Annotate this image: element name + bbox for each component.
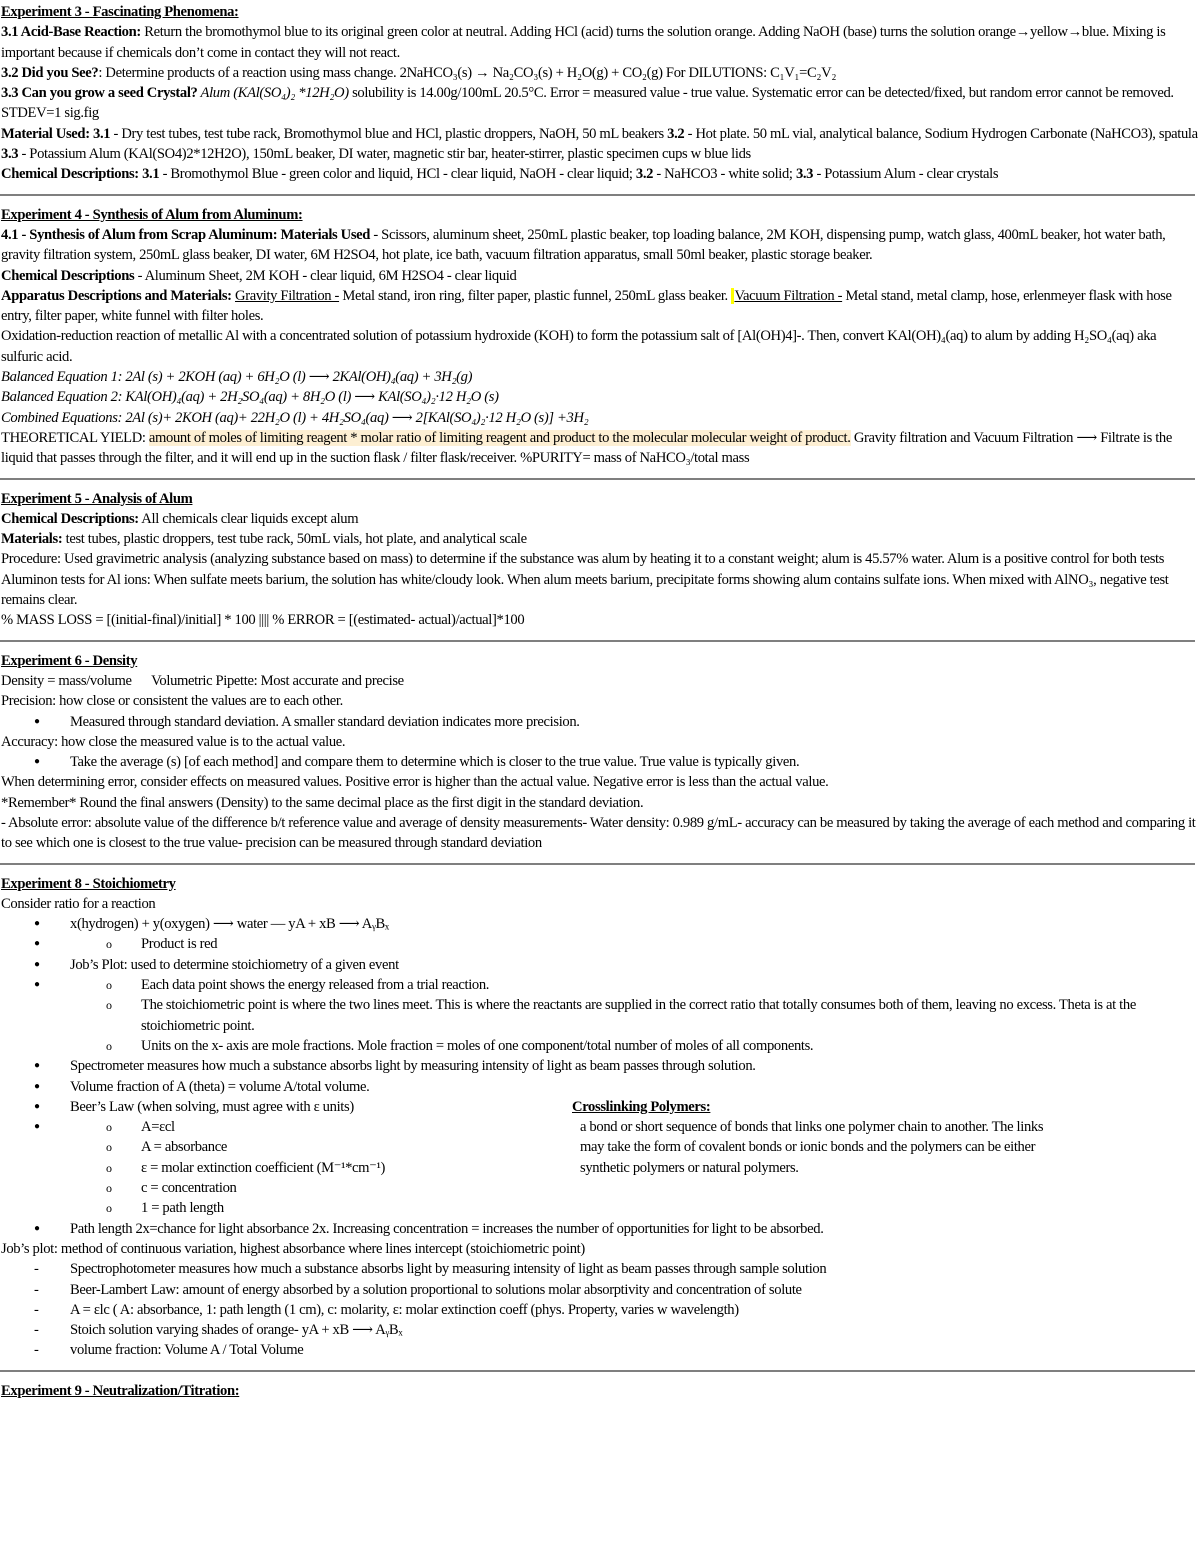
list-item: ● Beer’s Law (when solving, must agree with ε units) [0,1097,1200,1117]
synthesis-text: - Scissors, aluminum sheet, 250mL plastic beaker, top loading balance, 2M KOH, dispensing pump, watch glass, 400mL beaker, hot water bath, gravity filtration system, 250mL glass beaker, DI water, 6M H2SO4, hot plate, ice bath, vacuum filtration apparatus, small 50ml beaker, plastic storage beaker. [1,226,1166,264]
exp5-chem-text: All chemicals clear liquids except alum [138,510,359,527]
dash-list [0,1259,1200,1360]
experiment-8-title: Experiment 8 - Stoichiometry [1,875,176,892]
gravity-filtration-text: Metal stand, iron ring, filter paper, plastic funnel, 250mL glass beaker. [339,287,732,304]
experiment-6-section [0,651,1200,854]
seed-crystal-paragraph [0,83,1200,124]
mass-loss-formula: % MASS LOSS = [(initial-final)/initial] * 100 |||| % ERROR = [(estimated- actual)/actual]*100 [1,612,525,629]
list-item: - volume fraction: Volume A / Total Volume [0,1340,1200,1360]
materials-3-2: - Hot plate. 50 mL vial, analytical balance, Sodium Hydrogen Carbonate (NaHCO3), spatula [684,125,1198,142]
chem-3-2: - NaHCO3 - white solid; [653,166,796,183]
list-item: ● Path length 2x=chance for light absorbance 2x. Increasing concentration = increases the number of opportunities for light to be absorbed. [0,1219,1200,1239]
list-item: ● Spectrometer measures how much a substance absorbs light by measuring intensity of light as beam passes through solution. [0,1056,1200,1076]
list-item: o ● Each data point shows the energy released from a trial reaction. [0,975,1200,995]
seed-crystal-text: solubility is 14.00g/100mL 20.5°C. Error = measured value - true value. Systematic error can be detected/fixed, but random error cannot be removed. STDEV=1 sig.fig [1,85,1174,122]
exp4-chem-label: Chemical Descriptions [1,267,135,284]
materials-3-2-label: 3.2 [667,125,685,142]
exp5-materials-text: test tubes, plastic droppers, test tube rack, 50mL vials, hot plate, and analytical scale [62,531,527,548]
materials-3-1: - Dry test tubes, test tube rack, Bromothymol blue and HCl, plastic droppers, NaOH, 50 mL beakers [110,125,668,142]
crosslinking-title: Crosslinking Polymers: [572,1098,711,1115]
list-item: ● Volume fraction of A (theta) = volume A/total volume. [0,1077,1200,1097]
absolute-error-line: - Absolute error: absolute value of the difference b/t reference value and average of density measurements- Water density: 0.989 g/mL- accuracy can be measured by taking the average of each method and comparing it to see which one is closest to the true value- precision can be measured through standard deviation [1,814,1196,852]
section-divider [0,1370,1195,1372]
crosslinking-polymers-box [572,1097,1052,1178]
acid-base-text: Return the bromothymol blue to its original green color at neutral. Adding HCl (acid) turns the solution orange. Adding NaOH (base) turns the solution orange→yellow→blue. Mixing is important because if chemicals don’t come in contact they will not react. [1,24,1166,61]
seed-crystal-label: 3.3 Can you grow a seed Crystal? [1,85,198,102]
vacuum-filtration-label: Vacuum Filtration - [734,287,843,304]
experiment-8-section [0,874,1200,1361]
list-item: - Beer-Lambert Law: amount of energy absorbed by a solution proportional to solutions molar absorptivity and concentration of solute [0,1280,1200,1300]
list-item: - Spectrophotometer measures how much a substance absorbs light by measuring intensity of light as beam passes through sample solution [0,1259,1200,1279]
theoretical-yield-paragraph [0,428,1200,469]
stoich-list [0,914,1200,1097]
chemical-descriptions-label: Chemical Descriptions: 3.1 [1,166,160,183]
acid-base-label: 3.1 Acid-Base Reaction: [1,24,141,41]
apparatus-paragraph [0,286,1200,327]
sub-list [0,975,1200,1056]
section-divider [0,863,1195,865]
experiment-3-section [0,2,1200,185]
beers-law-block [0,1097,1200,1239]
accuracy-line: Accuracy: how close the measured value is to the actual value. [1,733,346,750]
list-item-nested [0,975,1200,1056]
chem-3-1: - Bromothymol Blue - green color and liquid, HCl - clear liquid, NaOH - clear liquid; [159,166,636,183]
chem-3-3-label: 3.3 [795,166,814,183]
experiment-6-title: Experiment 6 - Density [1,652,138,669]
list-item: - Stoich solution varying shades of orange- yA + xB ⟶ AᵧBₓ [0,1320,1200,1340]
filtration-text: Gravity filtration and Vacuum Filtration ⟶ Filtrate is the liquid that passes through the filter, and it will end up in the suction flask / filter flask/receiver. %PURITY= mass of NaHCO₃/total mass [1,429,1172,467]
jobs-plot-line: Job’s plot: method of continuous variation, highest absorbance where lines intercept (stoichiometric point) [1,1240,585,1257]
chem-3-2-label: 3.2 [635,166,654,183]
list-item: o ε = molar extinction coefficient (M⁻¹*cm⁻¹) [0,1158,1200,1178]
experiment-3-title: Experiment 3 - Fascinating Phenomena: [1,4,239,20]
list-item: o The stoichiometric point is where the two lines meet. This is where the reactants are supplied in the correct ratio that totally consumes both of them, leaving no excess. Theta is at the stoichiometric point. [0,995,1200,1036]
list-item: o c = concentration [0,1178,1200,1198]
error-line: When determining error, consider effects on measured values. Positive error is higher than the actual value. Negative error is less than the actual value. [1,774,829,791]
theoretical-yield-highlight: amount of moles of limiting reagent * molar ratio of limiting reagent and product to the molecular molecular weight of product. [148,429,851,446]
list-item: ● x(hydrogen) + y(oxygen) ⟶ water — yA + xB ⟶ AᵧBₓ [0,914,1200,934]
chemical-descriptions-paragraph [0,164,1200,184]
procedure-paragraph: Procedure: Used gravimetric analysis (analyzing substance based on mass) to determine if the substance was alum by heating it to a constant weight; alum is 45.57% water. Alum is a positive control for both tests Aluminon tests for Al ions: When sulfate meets barium, the solution has white/cloudy look. When alum meets barium, precipitate forms showing alum contains sulfate ions. When mixed with AlNO₃, negative test remains clear. [1,551,1169,609]
synthesis-paragraph [0,225,1200,266]
materials-used-paragraph [0,124,1200,165]
list-item: - A = εlc ( A: absorbance, 1: path length (1 cm), c: molarity, ε: molar extinction coeff (phys. Property, varies w wavelength) [0,1300,1200,1320]
sub-list [0,934,1200,954]
list-item: ● Take the average (s) [of each method] and compare them to determine which is closer to the true value. True value is typically given. [0,752,1200,772]
exp5-materials [0,529,1200,549]
chem-3-3: - Potassium Alum - clear crystals [813,166,999,183]
alum-formula: Alum (KAl(SO₄)₂ *12H₂O) [197,85,349,102]
list-item: o ● Product is red [0,934,1200,954]
crosslinking-body: a bond or short sequence of bonds that links one polymer chain to another. The links may take the form of covalent bonds or ionic bonds and the polymers can be either synthetic polymers or natural polymers. [580,1119,1044,1176]
experiment-5-section [0,489,1200,631]
did-you-see-paragraph [0,63,1200,83]
list-item: ● Measured through standard deviation. A smaller standard deviation indicates more precision. [0,712,1200,732]
remember-line: *Remember* Round the final answers (Density) to the same decimal place as the first digit in the standard deviation. [1,794,644,811]
exp4-chem-text: - Aluminum Sheet, 2M KOH - clear liquid, 6M H2SO4 - clear liquid [134,267,517,284]
list-item: o A = absorbance [0,1137,1200,1157]
list-item-nested [0,934,1200,954]
apparatus-label: Apparatus Descriptions and Materials: [1,287,232,304]
section-divider [0,478,1195,480]
experiment-4-title: Experiment 4 - Synthesis of Alum from Aluminum: [1,206,303,223]
list-item: ● Job’s Plot: used to determine stoichiometry of a given event [0,955,1200,975]
list-item: o Units on the x- axis are mole fractions. Mole fraction = moles of one component/total number of moles of all components. [0,1036,1200,1056]
list-item: o ● A=εcl [0,1117,1200,1137]
materials-3-3: - Potassium Alum (KAl(SO4)2*12H2O), 150mL beaker, DI water, magnetic stir bar, heater-stirrer, plastic specimen cups w blue lids [18,146,751,163]
precision-line: Precision: how close or consistent the values are to each other. [1,693,343,710]
materials-3-3-label: 3.3 [1,146,19,163]
exp5-chem-label: Chemical Descriptions: [1,510,139,527]
exp4-chemical-descriptions [0,266,1200,286]
combined-equations: Combined Equations: 2Al (s)+ 2KOH (aq)+ 22H₂O (l) + 4H₂SO₄(aq) ⟶ 2[KAl(SO₄)₂·12 H₂O (s)] +3H₂ [1,409,589,426]
vacuum-filtration-text: Metal stand, metal clamp, hose, erlenmeyer flask with hose entry, filter paper, white funnel with filter holes. [1,287,1172,325]
ratio-intro: Consider ratio for a reaction [1,895,156,912]
section-divider [0,194,1195,196]
list-item: o 1 = path length [0,1198,1200,1218]
balanced-equation-1: Balanced Equation 1: 2Al (s) + 2KOH (aq) + 6H₂O (l) ⟶ 2KAl(OH)₄(aq) + 3H₂(g) [1,369,473,386]
redox-paragraph: Oxidation-reduction reaction of metallic Al with a concentrated solution of potassium hydroxide (KOH) to form the potassium salt of [Al(OH)4]-. Then, convert KAl(OH)₄(aq) to alum by adding H₂SO₄(aq) aka sulfuric acid. [1,328,1157,365]
theoretical-yield-lead: THEORETICAL YIELD: [1,429,149,446]
acid-base-paragraph [0,22,1200,63]
exp5-materials-label: Materials: [1,531,63,548]
precision-list [0,712,1200,732]
synthesis-label: 4.1 - Synthesis of Alum from Scrap Aluminum: Materials Used [1,226,371,243]
experiment-9-title: Experiment 9 - Neutralization/Titration: [1,1382,240,1399]
gravity-filtration-label: Gravity Filtration - [235,287,340,304]
did-you-see-label: 3.2 Did you See? [1,64,99,81]
experiment-9-section [0,1381,1200,1401]
section-divider [0,640,1195,642]
density-line: Density = mass/volume Volumetric Pipette: Most accurate and precise [1,672,404,689]
experiment-5-title: Experiment 5 - Analysis of Alum [1,490,193,507]
accuracy-list [0,752,1200,772]
experiment-4-section [0,205,1200,469]
balanced-equation-2: Balanced Equation 2: KAl(OH)₄(aq) + 2H₂SO₄(aq) + 8H₂O (l) ⟶ KAl(SO₄)₂·12 H₂O (s) [1,389,499,406]
materials-used-label: Material Used: 3.1 [1,125,111,142]
exp5-chemical-descriptions [0,509,1200,529]
did-you-see-text: : Determine products of a reaction using mass change. 2NaHCO₃(s) → Na₂CO₃(s) + H₂O(g) + CO₂(g) For DILUTIONS: C₁V₁=C₂V₂ [98,64,837,81]
